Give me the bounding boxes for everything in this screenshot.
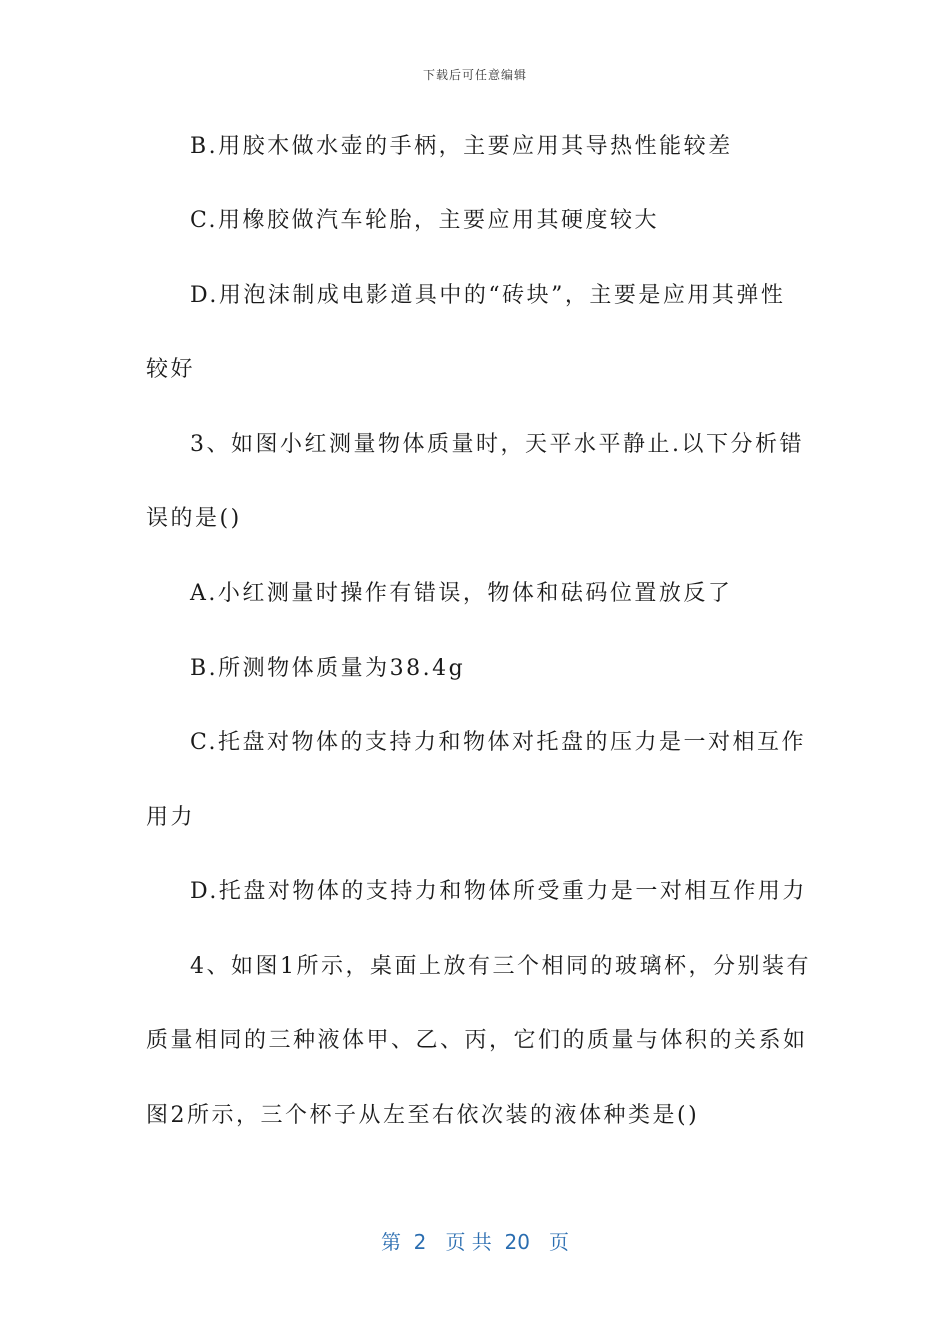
option-c-q3-continued: 用力 <box>146 805 196 830</box>
option-c-q2: C.用橡胶做汽车轮胎，主要应用其硬度较大 <box>190 208 660 233</box>
question-4-line-2: 质量相同的三种液体甲、乙、丙，它们的质量与体积的关系如 <box>146 1028 808 1053</box>
option-a-q3: A.小红测量时操作有错误，物体和砝码位置放反了 <box>190 581 733 606</box>
option-b-q2: B.用胶木做水壶的手柄，主要应用其导热性能较差 <box>190 134 733 159</box>
option-d-q2-continued: 较好 <box>146 357 196 382</box>
question-4-line-3: 图2所示，三个杯子从左至右依次装的液体种类是() <box>146 1103 700 1128</box>
option-d-q3: D.托盘对物体的支持力和物体所受重力是一对相互作用力 <box>190 879 807 904</box>
question-3-continued: 误的是() <box>146 506 242 531</box>
option-b-q3: B.所测物体质量为38.4g <box>190 656 466 681</box>
question-3: 3、如图小红测量物体质量时，天平水平静止.以下分析错 <box>190 432 804 457</box>
option-c-q3: C.托盘对物体的支持力和物体对托盘的压力是一对相互作 <box>190 730 807 755</box>
page-header: 下载后可任意编辑 <box>422 68 527 82</box>
page-footer: 第 2 页 共 20 页 <box>380 1230 570 1254</box>
option-d-q2: D.用泡沫制成电影道具中的“砖块”，主要是应用其弹性 <box>190 283 786 308</box>
question-4: 4、如图1所示，桌面上放有三个相同的玻璃杯，分别装有 <box>190 954 811 979</box>
